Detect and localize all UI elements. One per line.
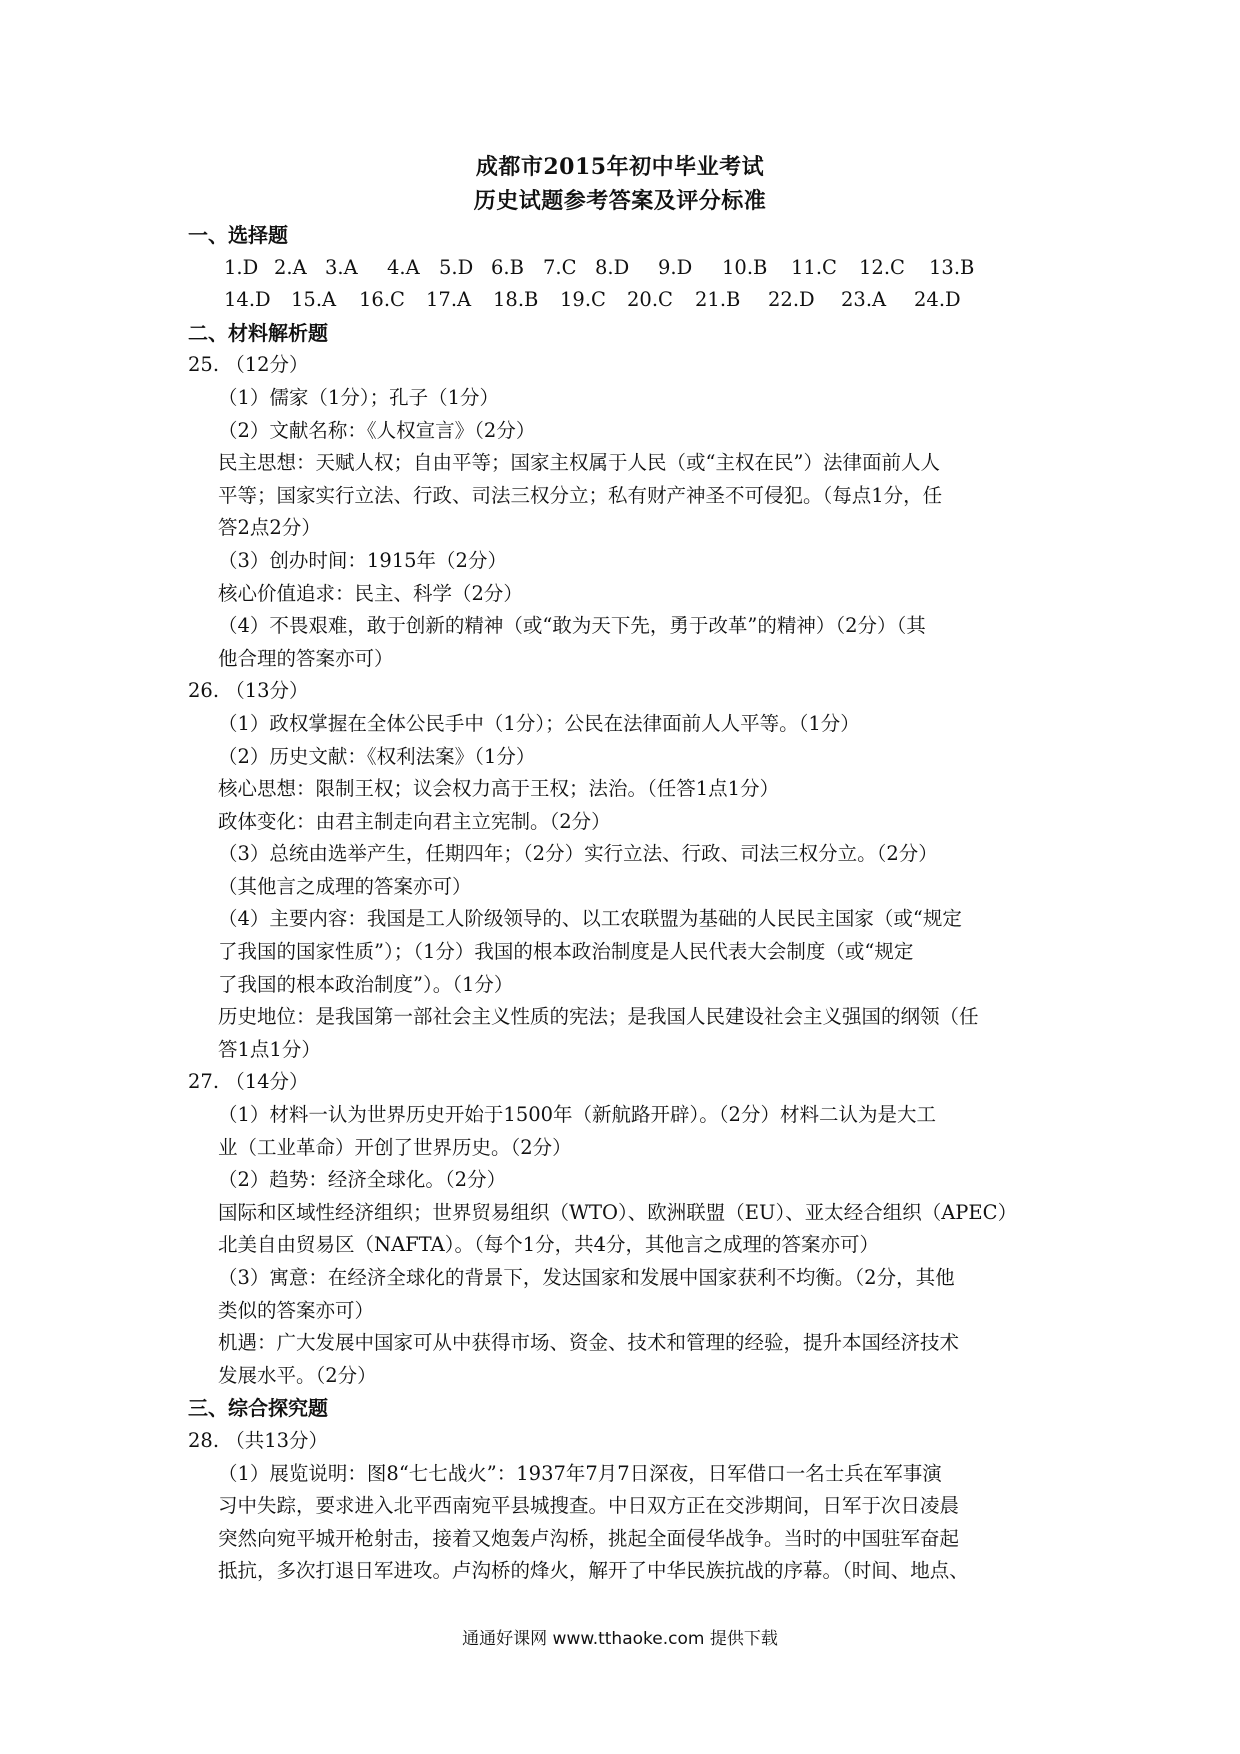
mc-answer: 4.A xyxy=(387,255,420,279)
mc-answer: 3.A xyxy=(325,255,358,279)
answer-line: 政体变化：由君主制走向君主立宪制。（2分） xyxy=(218,809,611,833)
answer-line: 习中失踪，要求进入北平西南宛平县城搜查。中日双方正在交涉期间，日军于次日凌晨 xyxy=(218,1494,960,1518)
answer-line: （1）儒家（1分）；孔子（1分） xyxy=(218,385,499,409)
page-footer: 通通好课网 www.tthaoke.com 提供下载 xyxy=(462,1629,778,1649)
mc-answer: 11.C xyxy=(791,255,837,279)
mc-answer: 16.C xyxy=(359,288,405,312)
title-block xyxy=(0,150,1240,218)
section-heading-material: 二、材料解析题 xyxy=(188,320,328,345)
mc-answer: 18.B xyxy=(493,288,539,312)
mc-answer: 1.D xyxy=(224,255,259,279)
answer-line: 了我国的根本政治制度”）。（1分） xyxy=(218,972,514,996)
answer-line: （1）材料一认为世界历史开始于1500年（新航路开辟）。（2分）材料二认为是大工 xyxy=(218,1103,936,1127)
document-title: 成都市2015年初中毕业考试 xyxy=(475,154,765,180)
mc-answer: 24.D xyxy=(914,288,961,312)
answer-line: 国际和区域性经济组织；世界贸易组织（WTO）、欧洲联盟（EU）、亚太经合组织（APEC） xyxy=(218,1200,1018,1224)
mc-answer: 19.C xyxy=(560,288,606,312)
answer-line: 北美自由贸易区（NAFTA）。（每个1分，共4分，其他言之成理的答案亦可） xyxy=(218,1233,880,1257)
answer-line: 业（工业革命）开创了世界历史。（2分） xyxy=(218,1135,572,1159)
answer-line: （2）历史文献：《权利法案》（1分） xyxy=(218,744,536,768)
mc-answer: 8.D xyxy=(595,255,630,279)
mc-answer: 9.D xyxy=(658,255,693,279)
mc-answer: 2.A xyxy=(274,255,307,279)
answer-line: 抵抗，多次打退日军进攻。卢沟桥的烽火，解开了中华民族抗战的序幕。（时间、地点、 xyxy=(218,1559,969,1583)
answer-line: 类似的答案亦可） xyxy=(218,1298,375,1322)
section-heading-choice: 一、选择题 xyxy=(188,223,288,247)
answer-line: 他合理的答案亦可） xyxy=(218,646,394,670)
answer-line: （2）文献名称：《人权宣言》（2分） xyxy=(218,418,536,442)
answer-line: 核心价值追求：民主、科学（2分） xyxy=(218,581,523,605)
document-subtitle: 历史试题参考答案及评分标准 xyxy=(473,188,767,214)
answer-line: 答1点1分） xyxy=(218,1037,321,1061)
answer-line: 答2点2分） xyxy=(218,516,321,540)
mc-answer: 7.C xyxy=(543,255,577,279)
mc-answer: 5.D xyxy=(439,255,474,279)
mc-answer: 17.A xyxy=(426,288,472,312)
answer-line: （1）政权掌握在全体公民手中（1分）；公民在法律面前人人平等。（1分） xyxy=(218,711,860,735)
answer-line: （3）寓意：在经济全球化的背景下，发达国家和发展中国家获利不均衡。（2分，其他 xyxy=(218,1266,955,1289)
mc-answers-row-1 xyxy=(188,252,1068,285)
mc-answer: 23.A xyxy=(841,288,887,312)
answer-content xyxy=(188,219,1068,1588)
section-heading-inquiry: 三、综合探究题 xyxy=(188,1396,328,1421)
mc-answer: 15.A xyxy=(291,288,337,312)
answer-line: （其他言之成理的答案亦可） xyxy=(218,874,472,898)
answer-line: 核心思想：限制王权；议会权力高于王权；法治。（任答1点1分） xyxy=(218,777,780,801)
answer-line: （1）展览说明：图8“七七战火”：1937年7月7日深夜，日军借口一名士兵在军事演 xyxy=(218,1461,942,1485)
question-number-27: 27. （14分） xyxy=(188,1070,309,1094)
answer-line: （4）主要内容：我国是工人阶级领导的、以工农联盟为基础的人民民主国家（或“规定 xyxy=(218,907,962,931)
mc-answer: 14.D xyxy=(224,288,271,312)
answer-line: 平等；国家实行立法、行政、司法三权分立；私有财产神圣不可侵犯。（每点1分，任 xyxy=(218,483,943,507)
answer-line: （3）创办时间：1915年（2分） xyxy=(218,548,507,572)
answer-line: 历史地位：是我国第一部社会主义性质的宪法；是我国人民建设社会主义强国的纲领（任 xyxy=(218,1005,979,1029)
answer-line: 机遇：广大发展中国家可从中获得市场、资金、技术和管理的经验，提升本国经济技术 xyxy=(218,1331,960,1355)
answer-line: 民主思想：天赋人权；自由平等；国家主权属于人民（或“主权在民”）法律面前人人 xyxy=(218,451,940,475)
mc-answer: 20.C xyxy=(627,288,673,312)
answer-line: （4）不畏艰难，敢于创新的精神（或“敢为天下先，勇于改革”的精神）（2分）（其 xyxy=(218,614,926,638)
answer-line: 发展水平。（2分） xyxy=(218,1363,377,1387)
answer-line: （3）总统由选举产生，任期四年；（2分）实行立法、行政、司法三权分立。（2分） xyxy=(218,842,938,866)
answer-line: 突然向宛平城开枪射击，接着又炮轰卢沟桥，挑起全面侵华战争。当时的中国驻军奋起 xyxy=(218,1526,960,1550)
question-number-25: 25. （12分） xyxy=(188,353,309,377)
mc-answer: 13.B xyxy=(929,255,975,279)
mc-answers-row-2 xyxy=(188,284,1068,317)
mc-answer: 10.B xyxy=(722,255,768,279)
mc-answer: 12.C xyxy=(859,255,905,279)
question-number-28: 28. （共13分） xyxy=(188,1428,329,1452)
answer-line: （2）趋势：经济全球化。（2分） xyxy=(218,1168,507,1192)
answer-line: 了我国的国家性质”）；（1分）我国的根本政治制度是人民代表大会制度（或“规定 xyxy=(218,940,914,964)
mc-answer: 6.B xyxy=(491,255,524,279)
mc-answer: 22.D xyxy=(768,288,815,312)
mc-answer: 21.B xyxy=(695,288,741,312)
question-number-26: 26. （13分） xyxy=(188,679,309,703)
